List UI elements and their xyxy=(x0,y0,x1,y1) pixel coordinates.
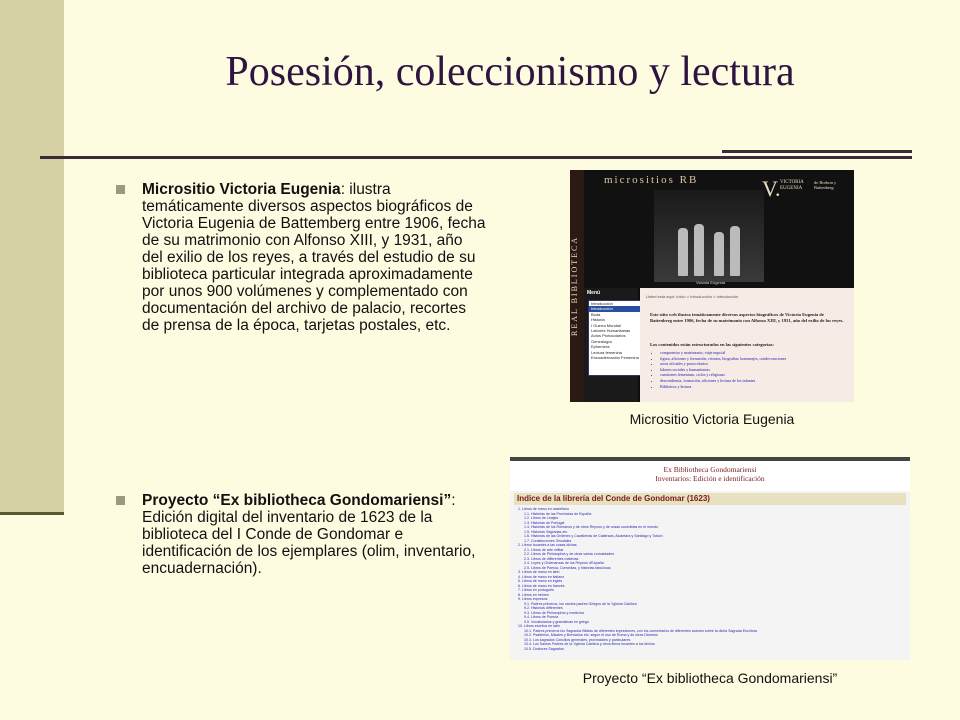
index-title: Indice de la librería del Conde de Gondomar (1623) xyxy=(514,493,906,505)
toc-link[interactable]: 4. Libros de mano en italiano xyxy=(518,574,565,579)
logo-sub: de Borbon y Battenberg xyxy=(814,180,837,190)
menu-item[interactable]: Introducción xyxy=(591,301,613,306)
toc-link[interactable]: 2. Libros tocantes a las cosas dichas xyxy=(518,543,577,547)
toc-link[interactable]: 9.2. Historias differentes xyxy=(524,606,563,610)
toc-link[interactable]: 1.5. Historias Sagradas etc. xyxy=(524,529,569,534)
intro-paragraph: Este sitio web ilustra temáticamente diversos aspectos biográficos de Victoria Eugenia de Battenberg entre 1906, fecha de su matrimonio con Alfonso XIII, y 1931, año del exilio de los reyes. xyxy=(650,312,844,323)
side-bar-underline xyxy=(0,512,64,515)
toc-link[interactable]: 2.4. Leyes y Ordenanzas de los Reynos d'España xyxy=(524,561,604,565)
toc-link[interactable]: 1.3. Historias de Portugal xyxy=(524,520,565,525)
bullet-text: : Edición digital del inventario de 1623 de la biblioteca del I Conde de Gondomar e identificación de los ejemplares (olim, inventario, encuadernación). xyxy=(142,492,476,577)
heading-2: Inventarios: Edición e identificación xyxy=(655,474,765,483)
category-link[interactable]: • descendencia, formación, aficiones y lectura de los infantes xyxy=(660,378,850,384)
toc-link[interactable]: 1.1. Historias de las Provincias de España xyxy=(524,511,592,516)
photo-figure xyxy=(714,232,724,276)
screenshot-gondomariensi xyxy=(510,457,910,660)
toc-link[interactable]: 9.1. Padres primeros, los santos padres Griegos de la Yglesia Católica xyxy=(524,601,637,606)
toc-link[interactable]: 2.2. Libros de Philosophía y de otras varias curiosidades xyxy=(524,552,615,556)
menu-item[interactable]: Lectura femenina xyxy=(591,349,622,355)
table-of-contents xyxy=(518,507,903,651)
toc-link[interactable]: 1. Libros de mano en castellano xyxy=(518,507,569,511)
bullet-heading: Micrositio Victoria Eugenia xyxy=(142,181,341,198)
menu-item[interactable]: Encuadernación Femenina xyxy=(591,355,639,361)
toc-link[interactable]: 10.1. Padres primeros los Sagrados Biblias de diferentes impresiones, con los comentarios de diferentes autores sobre la dicha Sagrada Escritura xyxy=(524,628,757,633)
category-link[interactable]: • actos oficiales y protocolarios xyxy=(660,361,850,367)
intro-paragraph-2: Los contenidos están estructurados en las siguientes categorías: xyxy=(650,342,774,347)
site-menu xyxy=(584,288,638,402)
photo-figure xyxy=(694,224,704,276)
category-list xyxy=(654,350,850,389)
bullet-victoria-eugenia xyxy=(142,181,487,334)
bullet-marker xyxy=(116,496,125,505)
menu-item[interactable]: Ephemera xyxy=(591,344,610,350)
menu-list[interactable] xyxy=(588,300,646,376)
category-link[interactable]: • figura, aficiones y formación, retratos, biografías, homenajes, condecoraciones xyxy=(660,356,850,362)
toc-link[interactable]: 7. Libros en portugués xyxy=(518,588,554,592)
toc-link[interactable]: 10.3. Los sagrados Concilios generales, provinciales y particulares xyxy=(524,637,631,642)
menu-item[interactable]: I Guerra Mundial xyxy=(591,322,621,328)
bullet-text: : ilustra temáticamente diversos aspectos biográficos de Victoria Eugenia de Battemberg entre 1906, fecha de su matrimonio con Alfonso XIII, y 1931, año del exilio de los reyes, a través del estudio de su biblioteca particular integrada aproximadamente por unos 900 volúmenes y complementado con documentación del archivo de palacio, recortes de prensa de la época, tarjetas postales, etc. xyxy=(142,181,486,334)
toc-link[interactable]: 10.5. Doctores Sagrados xyxy=(524,646,564,651)
site-content xyxy=(640,288,854,402)
site-header xyxy=(584,170,854,288)
screenshot-micrositio xyxy=(570,170,854,402)
category-link[interactable]: • labores sociales y humanitarias xyxy=(660,367,850,373)
logo-name: VICTORIA EUGENIA xyxy=(780,180,804,191)
toc-link[interactable]: 10. Libros escritos en latín xyxy=(518,624,560,628)
photo-caption: Victoria Eugenia xyxy=(696,280,726,285)
category-link[interactable]: • compromiso y matrimonio, viaje nupcial xyxy=(660,350,850,356)
toc-link[interactable]: 3. Libros de mano en latín xyxy=(518,570,560,574)
toc-link[interactable]: 9.4. Libros de Poesía xyxy=(524,615,558,619)
menu-title: Menú xyxy=(587,290,601,296)
toc-link[interactable]: 10.4. Los Santos Padres de la Yglesia Católica y otros libros tocantes a los dichos xyxy=(524,642,655,646)
toc-link[interactable]: 5. Libros de mano en inglés xyxy=(518,579,563,583)
toc-link[interactable]: 2.5. Libros de Poesía, Comedias, y historias fabulosas xyxy=(524,565,611,570)
caption-micrositio: Micrositio Victoria Eugenia xyxy=(629,411,795,427)
category-link[interactable]: • cuestiones femeninas, ciclos y religiosas xyxy=(660,372,850,378)
toc-link[interactable]: 2.3. Libros de differentes materias xyxy=(524,556,579,561)
toc-link[interactable]: 9.5. Vocabularios y gramáticas en griego xyxy=(524,619,589,624)
logo-letter: V. xyxy=(762,176,781,201)
breadcrumb: Usted está aquí: Inicio > Introducción > Introducción xyxy=(646,294,739,299)
bullet-heading: Proyecto “Ex bibliotheca Gondomariensi” xyxy=(142,492,452,509)
menu-item[interactable]: Historia xyxy=(591,317,605,323)
heading-1: Ex Bibliotheca Gondomariensi xyxy=(663,465,757,474)
historic-photo xyxy=(654,190,764,282)
site-header-text: micrositios RB xyxy=(604,174,699,186)
menu-item-selected[interactable]: Introducción xyxy=(589,306,645,311)
decorative-side-bar xyxy=(0,0,64,512)
photo-figure xyxy=(678,228,688,276)
menu-item[interactable]: Genealogía xyxy=(591,338,612,344)
toc-link[interactable]: 1.7. Constituciones Sinodales xyxy=(524,538,572,543)
title-rule xyxy=(40,156,912,159)
bullet-gondomariensi xyxy=(142,492,477,577)
bullet-marker xyxy=(116,185,125,194)
toc-link[interactable]: 9. Libros impresos xyxy=(518,597,548,601)
category-link[interactable]: • Biblioteca y lectura xyxy=(660,384,850,390)
toc-link[interactable]: 8. Libros en hebreo xyxy=(518,592,549,597)
toc-link[interactable]: 2.1. Libros de arte militar xyxy=(524,547,564,552)
photo-figure xyxy=(730,226,740,276)
toc-link[interactable]: 1.2. Libros de Linajes xyxy=(524,516,559,520)
toc-link[interactable]: 6. Libros de mano en francés xyxy=(518,583,565,588)
menu-item[interactable]: Boda xyxy=(591,311,601,317)
toc-link[interactable]: 1.4. Historias de los Romanos y de otros Reynos y de cosas sucedidas en el mundo xyxy=(524,525,659,529)
toc-link[interactable]: 9.3. Libros de Philosophía y medicina xyxy=(524,610,584,615)
menu-item[interactable]: Labores Humanitarias xyxy=(591,328,631,334)
site-heading xyxy=(510,461,910,491)
vertical-label: REAL BIBLIOTECA xyxy=(570,170,584,402)
caption-gondomariensi: Proyecto “Ex bibliotheca Gondomariensi” xyxy=(582,670,838,686)
slide-title: Posesión, coleccionismo y lectura xyxy=(225,49,795,95)
toc-link[interactable]: 10.2. Psalterios, Misales y Breviarios etc. según el uso de Roma y de otras Diócesis xyxy=(524,633,658,637)
menu-item[interactable]: Actos Protocolarios xyxy=(591,333,626,339)
toc-link[interactable]: 1.6. Historias de las Órdenes y Cavallerías de Calatrava, Alcántara y Santiago y Toisón xyxy=(524,534,663,538)
title-rule-accent xyxy=(722,150,912,153)
